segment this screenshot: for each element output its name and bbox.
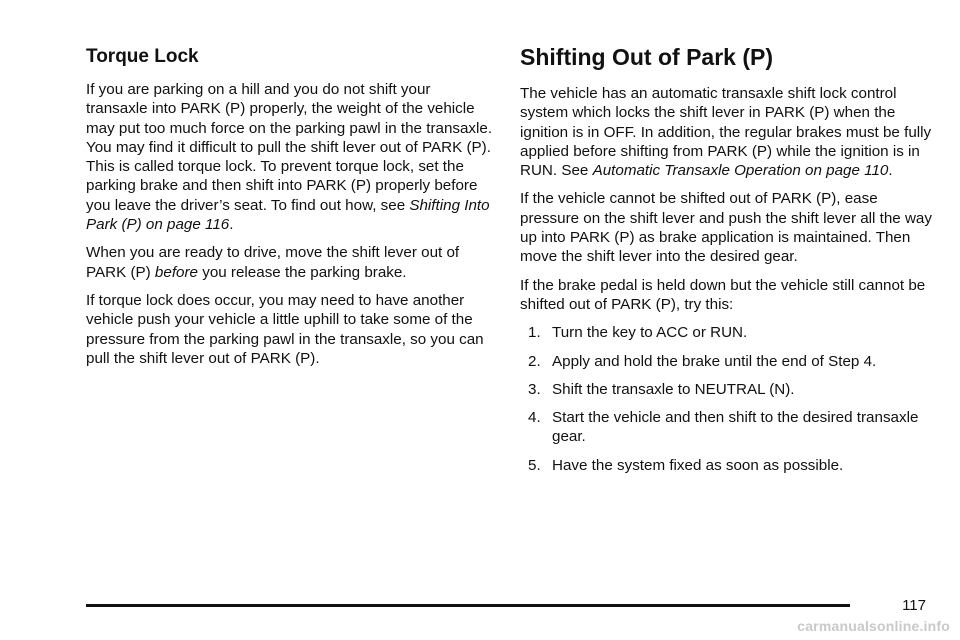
torque-lock-paragraph-2: When you are ready to drive, move the shift lever out of PARK (P) before you release the parking brake. — [86, 244, 460, 281]
list-item: 4. Start the vehicle and then shift to the desired transaxle gear. — [528, 409, 919, 446]
list-item: 3. Shift the transaxle to NEUTRAL (N). — [528, 380, 795, 398]
right-body — [520, 84, 932, 484]
shifting-paragraph-1: The vehicle has an automatic transaxle shift lock control system which locks the shift lever in PARK (P) when the ignition is in OFF. In addition, the regular brakes must be fully applied before shifting from PARK (P) while the ignition is in RUN. See Automatic Transaxle Operation on page 110. — [520, 85, 932, 180]
torque-lock-paragraph-3: If torque lock does occur, you may need to have another vehicle push your vehicle a little uphill to take some of the pressure from the parking pawl in the transaxle, so you can pull the shift lever out of PARK (P). — [86, 291, 484, 367]
list-item: 5. Have the system fixed as soon as possible. — [528, 456, 844, 474]
emphasis-before: before — [154, 263, 198, 281]
shifting-paragraph-3: If the brake pedal is held down but the vehicle still cannot be shifted out of PARK (P), try this: — [520, 276, 926, 313]
shifting-paragraph-2: If the vehicle cannot be shifted out of PARK (P), ease pressure on the shift lever and push the shift lever all the way up into PARK (P) as brake application is maintained. Then move the shift lever into the desired gear. — [520, 190, 932, 266]
footer-rule — [86, 604, 850, 607]
list-item: 2. Apply and hold the brake until the end of Step 4. — [528, 352, 877, 370]
torque-lock-paragraph-1: If you are parking on a hill and you do not shift your transaxle into PARK (P) properly, the weight of the vehicle may put too much force on the parking pawl in the transaxle. You may find it difficult to pull the shift lever out of PARK (P). This is called torque lock. To prevent torque lock, set the parking brake and then shift into PARK (P) properly before you leave the driver’s seat. To find out how, see Shifting Into Park (P) on page 116. — [86, 81, 493, 234]
page-number: 117 — [902, 597, 926, 614]
steps-list — [520, 323, 932, 475]
shifting-out-heading: Shifting Out of Park (P) — [520, 44, 773, 70]
left-body — [86, 80, 496, 377]
torque-lock-heading: Torque Lock — [86, 46, 199, 67]
page-reference: Shifting Into Park (P) on page 116 — [86, 196, 490, 234]
watermark: carmanualsonline.info — [797, 618, 950, 634]
list-item: 1. Turn the key to ACC or RUN. — [528, 324, 748, 342]
page-reference: Automatic Transaxle Operation on page 110 — [592, 162, 889, 180]
